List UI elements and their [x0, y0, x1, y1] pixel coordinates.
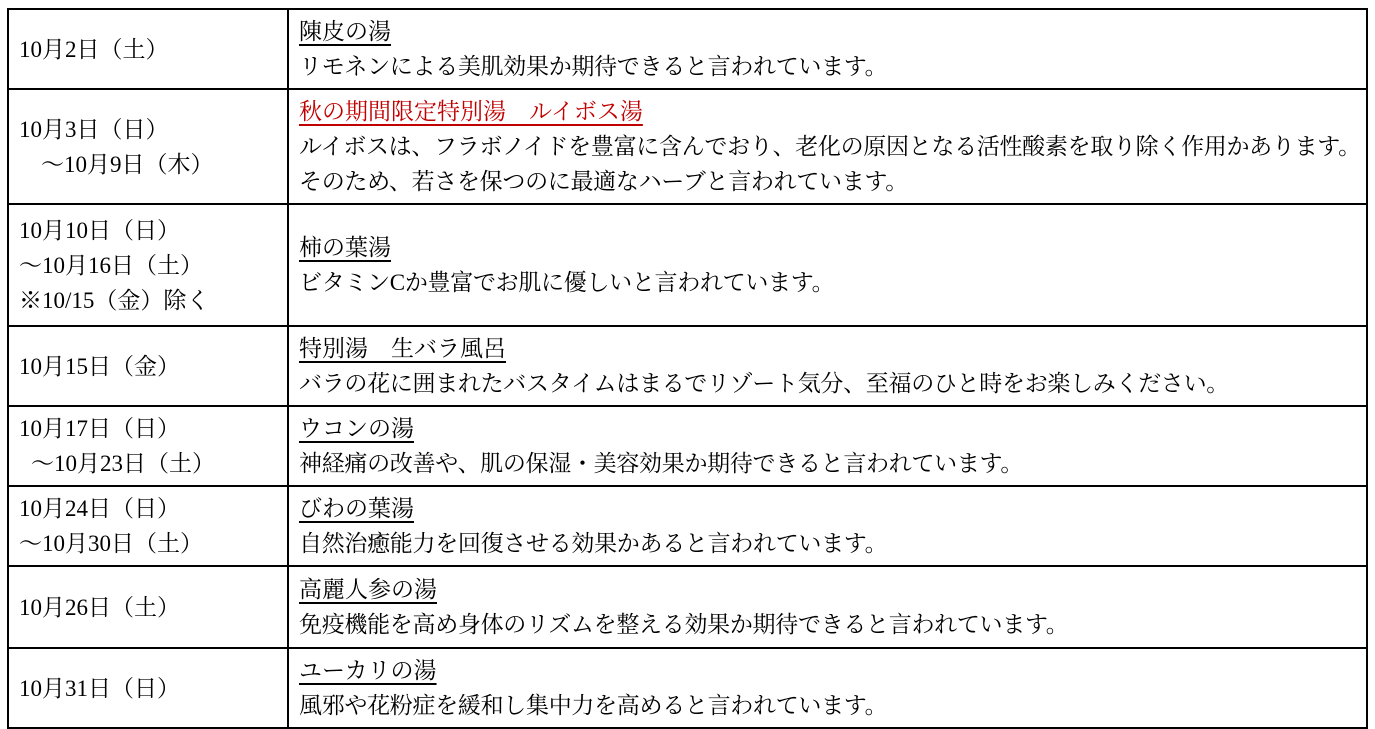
schedule-row-oct10-16 — [8, 204, 1367, 326]
date-text: 10月24日（日） — [19, 496, 180, 521]
content-cell — [288, 204, 1367, 326]
schedule-row-oct26 — [8, 566, 1367, 648]
date-text: 10月10日（日） — [19, 217, 180, 243]
date-cell — [8, 486, 288, 566]
date-text: 10月17日（日） — [19, 416, 180, 441]
date-text: ～10月9日（木） — [41, 151, 214, 177]
schedule-row-oct15 — [8, 326, 1367, 406]
content-cell — [288, 326, 1367, 406]
date-cell — [8, 89, 288, 204]
bath-description: ルイボスは、フラボノイドを豊富に含んでおり、老化の原因となる活性酸素を取り除く作用かあります。 — [299, 134, 1361, 159]
date-text: ～10月30日（土） — [19, 531, 203, 556]
date-cell — [8, 648, 288, 728]
bath-title-special: 秋の期間限定特別湯 ルイボス湯 — [299, 99, 643, 124]
date-text: ～10月23日（土） — [31, 451, 215, 476]
bath-title: ユーカリの湯 — [299, 658, 437, 683]
bath-description: 神経痛の改善や、肌の保湿・美容効果か期待できると言われています。 — [299, 451, 1024, 476]
bath-description: 風邪や花粉症を緩和し集中力を高めると言われています。 — [299, 693, 888, 718]
content-cell — [288, 9, 1367, 89]
bath-title: 高麗人参の湯 — [299, 577, 437, 602]
bath-title: びわの葉湯 — [299, 496, 414, 521]
bath-title: ウコンの湯 — [299, 416, 414, 441]
content-cell — [288, 406, 1367, 486]
date-cell — [8, 326, 288, 406]
bath-title: 柿の葉湯 — [299, 235, 391, 260]
schedule-row-oct3-9 — [8, 89, 1367, 204]
date-text: 10月3日（日） — [19, 116, 169, 142]
bath-description: ビタミンCか豊富でお肌に優しいと言われています。 — [299, 270, 835, 295]
schedule-row-oct2 — [8, 9, 1367, 89]
content-cell — [288, 486, 1367, 566]
date-cell — [8, 204, 288, 326]
content-cell — [288, 566, 1367, 648]
schedule-row-oct31 — [8, 648, 1367, 728]
content-cell — [288, 648, 1367, 728]
bath-description: リモネンによる美肌効果か期待できると言われています。 — [299, 54, 888, 79]
date-text: 10月31日（日） — [19, 675, 180, 701]
bath-schedule-table — [7, 8, 1368, 729]
date-text: 10月15日（金） — [19, 353, 180, 379]
date-cell — [8, 566, 288, 648]
bath-title: 特別湯 生バラ風呂 — [299, 336, 506, 361]
bath-description: 自然治癒能力を回復させる効果かあると言われています。 — [299, 531, 888, 556]
bath-description: 免疫機能を高め身体のリズムを整える効果か期待できると言われています。 — [299, 612, 1069, 637]
schedule-row-oct24-30 — [8, 486, 1367, 566]
schedule-row-oct17-23 — [8, 406, 1367, 486]
date-text: ～10月16日（土） — [19, 252, 203, 278]
content-cell — [288, 89, 1367, 204]
date-cell — [8, 406, 288, 486]
bath-title: 陳皮の湯 — [299, 19, 391, 44]
bath-description: バラの花に囲まれたバスタイムはまるでリゾート気分、至福のひと時をお楽しみください。 — [299, 371, 1230, 396]
date-exception-note: ※10/15（金）除く — [19, 287, 210, 313]
date-text: 10月2日（土） — [19, 36, 169, 62]
date-text: 10月26日（土） — [19, 594, 180, 620]
bath-description: そのため、若さを保つのに最適なハーブと言われています。 — [299, 169, 908, 194]
date-cell — [8, 9, 288, 89]
